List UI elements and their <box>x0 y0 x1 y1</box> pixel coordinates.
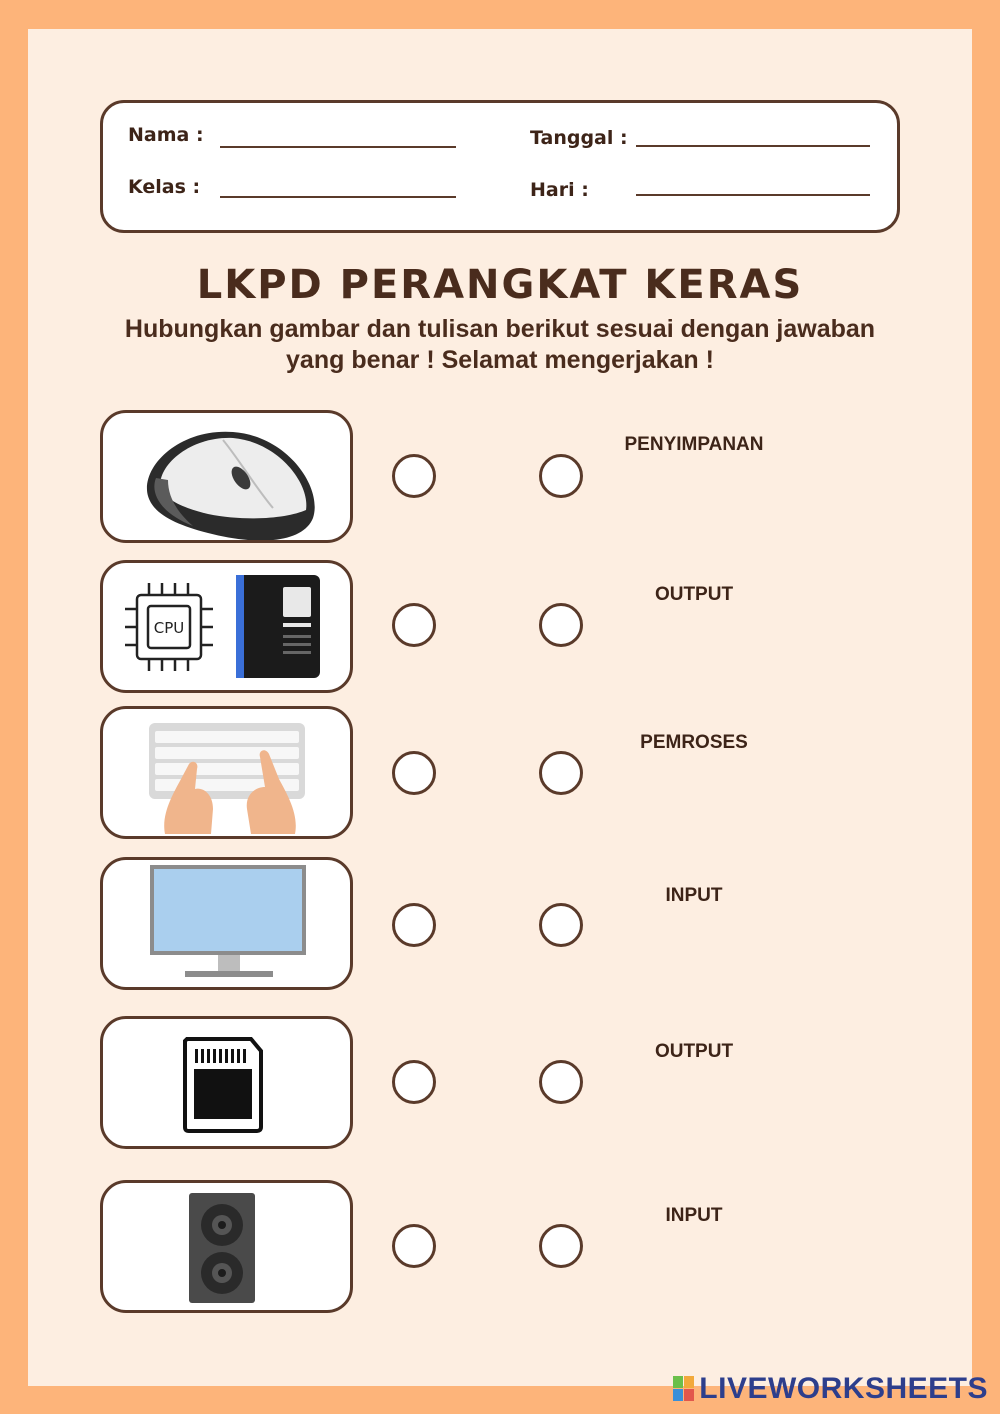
answer-label-6: INPUT <box>665 1205 723 1226</box>
class-field[interactable] <box>220 196 456 198</box>
instructions <box>100 314 900 376</box>
answer-label-1: PENYIMPANAN <box>624 434 764 455</box>
match-dot-left-5[interactable] <box>392 1060 436 1104</box>
brand-name: LIVEWORKSHEETS <box>699 1372 988 1405</box>
student-info-box <box>100 100 900 233</box>
date-label: Tanggal : <box>530 127 628 149</box>
match-dot-right-5[interactable] <box>539 1060 583 1104</box>
picture-card-3 <box>100 706 353 839</box>
mouse-icon <box>103 413 353 543</box>
answer-label-3: PEMROSES <box>640 732 748 753</box>
instructions-line-1: Hubungkan gambar dan tulisan berikut sesuai dengan jawaban <box>124 315 876 343</box>
answer-label-2: OUTPUT <box>654 584 734 605</box>
picture-card-1 <box>100 410 353 543</box>
picture-card-6 <box>100 1180 353 1313</box>
name-field[interactable] <box>220 146 456 148</box>
day-field[interactable] <box>636 194 870 196</box>
name-label: Nama : <box>128 124 204 146</box>
match-dot-left-6[interactable] <box>392 1224 436 1268</box>
match-dot-right-4[interactable] <box>539 903 583 947</box>
answer-label-4: INPUT <box>665 885 723 906</box>
match-dot-left-3[interactable] <box>392 751 436 795</box>
picture-card-4 <box>100 857 353 990</box>
match-dot-left-2[interactable] <box>392 603 436 647</box>
match-dot-right-1[interactable] <box>539 454 583 498</box>
liveworksheets-brand <box>673 1372 988 1406</box>
picture-card-2 <box>100 560 353 693</box>
match-dot-left-1[interactable] <box>392 454 436 498</box>
match-dot-right-3[interactable] <box>539 751 583 795</box>
keyboard-icon <box>103 709 353 839</box>
picture-card-5 <box>100 1016 353 1149</box>
page-title: LKPD PERANGKAT KERAS <box>196 262 804 308</box>
speaker-icon <box>103 1183 353 1313</box>
class-label: Kelas : <box>128 176 201 198</box>
date-field[interactable] <box>636 145 870 147</box>
memory-card-icon <box>103 1019 353 1149</box>
match-dot-left-4[interactable] <box>392 903 436 947</box>
day-label: Hari : <box>530 179 589 201</box>
cpu-icon <box>103 563 353 693</box>
monitor-icon <box>103 860 353 990</box>
svg-text:CPU: CPU <box>153 619 185 637</box>
computer-case-icon <box>236 575 320 678</box>
instructions-line-2: yang benar ! Selamat mengerjakan ! <box>286 346 714 374</box>
liveworksheets-logo-icon <box>673 1376 695 1402</box>
match-dot-right-2[interactable] <box>539 603 583 647</box>
match-dot-right-6[interactable] <box>539 1224 583 1268</box>
answer-label-5: OUTPUT <box>654 1041 734 1062</box>
